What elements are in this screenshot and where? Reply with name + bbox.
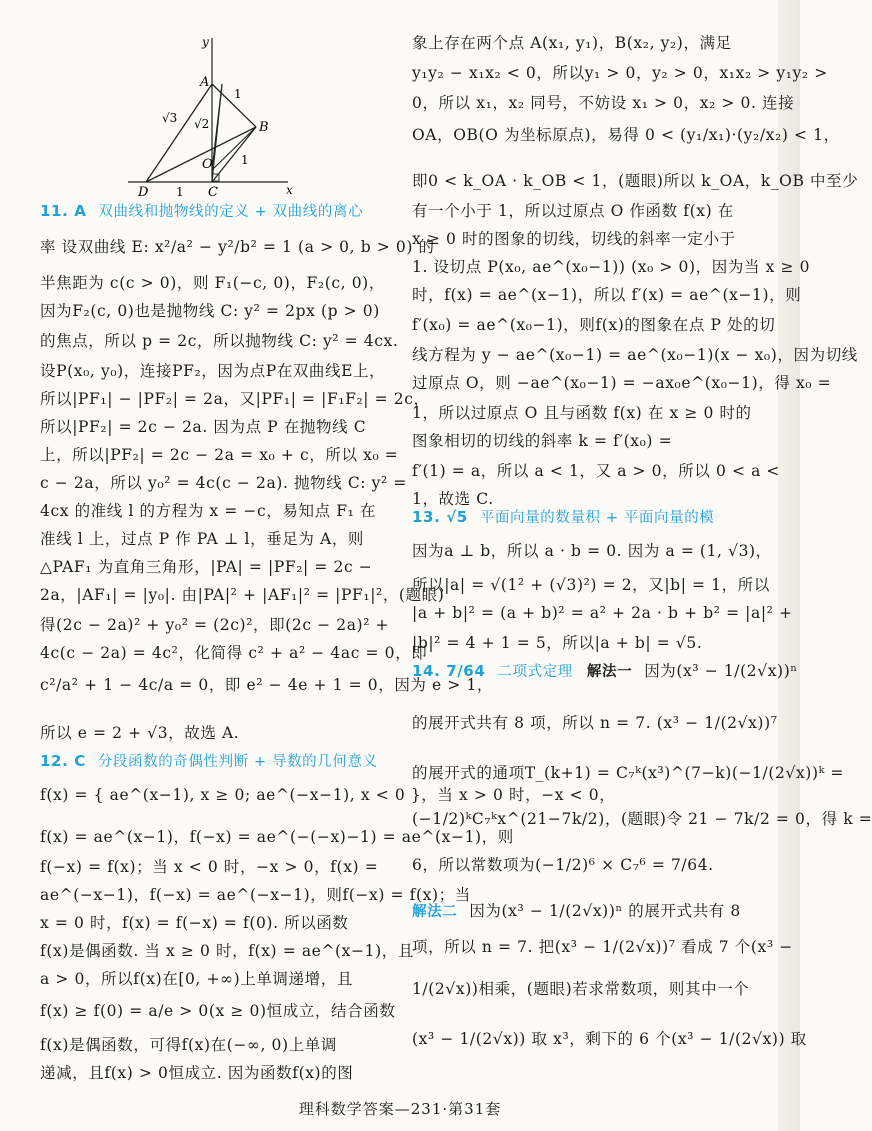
line-text: 率 设双曲线 E: x²/a² − y²/b² = 1 (a > 0, b > 0) 的 bbox=[40, 238, 435, 256]
label-sqrt3: √3 bbox=[162, 111, 178, 125]
question-topic: 双曲线和抛物线的定义 + 双曲线的离心 bbox=[98, 204, 364, 220]
left-line-3 bbox=[40, 300, 380, 322]
left-line-0 bbox=[40, 200, 363, 223]
right-line-4 bbox=[412, 170, 858, 192]
label-sqrt2: √2 bbox=[194, 117, 210, 131]
line-text: 因为(x³ − 1/(2√x))ⁿ bbox=[644, 662, 798, 680]
segment-OB bbox=[212, 127, 256, 170]
line-text: f′(1) = a，所以 a < 1，又 a > 0，所以 0 < a < bbox=[412, 462, 781, 480]
label-C: C bbox=[208, 185, 218, 200]
right-line-12 bbox=[412, 402, 752, 424]
question-number: 解法二 bbox=[412, 904, 458, 920]
line-text: f(x) = { ae^(x−1), x ≥ 0; ae^(−x−1), x < 0 }，当 x > 0 时，−x < 0， bbox=[40, 786, 616, 804]
page-footer: 理科数学答案—231·第31套 bbox=[298, 1100, 502, 1118]
line-text: 因为a ⊥ b，所以 a · b = 0. 因为 a = (1, √3)， bbox=[412, 542, 772, 560]
question-number: 12. C bbox=[40, 752, 86, 770]
left-line-13 bbox=[40, 584, 444, 606]
line-text: 1. 设切点 P(x₀, ae^(x₀−1)) (x₀ > 0)，因为当 x ≥ 0 bbox=[412, 258, 811, 276]
line-text: 所以|PF₁| − |PF₂| = 2a，又|PF₁| = |F₁F₂| = 2c， bbox=[40, 390, 430, 408]
right-line-29 bbox=[412, 1028, 807, 1050]
line-text: 0，所以 x₁，x₂ 同号，不妨设 x₁ > 0，x₂ > 0. 连接 bbox=[412, 94, 795, 112]
line-text: 的展开式共有 8 项，所以 n = 7. (x³ − 1/(2√x))⁷ bbox=[412, 714, 778, 732]
left-line-17 bbox=[40, 722, 239, 744]
line-text: y₁y₂ − x₁x₂ < 0，所以y₁ > 0，y₂ > 0，x₁x₂ > y₁y₂ > bbox=[412, 64, 828, 82]
left-line-26 bbox=[40, 1000, 395, 1022]
line-text: 半焦距为 c(c > 0)，则 F₁(−c, 0)，F₂(c, 0)， bbox=[40, 274, 385, 292]
line-text: 线方程为 y − ae^(x₀−1) = ae^(x₀−1)(x − x₀)，因为切线 bbox=[412, 346, 858, 364]
right-line-7 bbox=[412, 256, 810, 278]
right-line-9 bbox=[412, 314, 775, 336]
left-line-25 bbox=[40, 968, 353, 990]
line-text: 1，所以过原点 O 且与函数 f(x) 在 x ≥ 0 时的 bbox=[412, 404, 752, 422]
question-topic: 二项式定理 bbox=[497, 664, 573, 680]
right-line-26 bbox=[412, 900, 741, 923]
left-line-18 bbox=[40, 750, 378, 773]
right-line-19 bbox=[412, 602, 793, 624]
label-O: O bbox=[202, 157, 213, 172]
right-line-22 bbox=[412, 712, 778, 734]
line-text: a > 0，所以f(x)在[0, +∞)上单调递增，且 bbox=[40, 970, 353, 988]
right-line-23 bbox=[412, 762, 844, 784]
label-one-bottom: 1 bbox=[176, 185, 184, 199]
question-topic: 分段函数的奇偶性判断 + 导数的几何意义 bbox=[97, 754, 378, 770]
left-line-7 bbox=[40, 416, 366, 438]
line-text: △PAF₁ 为直角三角形，|PA| = |PF₂| = 2c − bbox=[40, 558, 373, 576]
right-line-17 bbox=[412, 540, 772, 562]
right-line-13 bbox=[412, 430, 672, 452]
line-text: 所以|PF₂| = 2c − 2a. 因为点 P 在抛物线 C bbox=[40, 418, 367, 436]
line-text: ae^(−x−1)，f(−x) = ae^(−x−1)，则f(−x) = f(x)；当 bbox=[40, 886, 471, 904]
left-line-28 bbox=[40, 1062, 353, 1084]
right-line-27 bbox=[412, 936, 793, 958]
line-text: f(x) = ae^(x−1)，f(−x) = ae^(−(−x)−1) = ae^(x−1)，则 bbox=[40, 828, 514, 846]
right-line-2 bbox=[412, 92, 794, 114]
left-line-27 bbox=[40, 1034, 337, 1056]
left-line-2 bbox=[40, 272, 385, 294]
right-line-10 bbox=[412, 344, 858, 366]
line-text: 上，所以|PF₂| = 2c − 2a = x₀ + c，所以 x₀ = bbox=[40, 446, 399, 464]
question-number: 14. 7/64 bbox=[412, 662, 486, 680]
line-text: f(x)是偶函数. 当 x ≥ 0 时，f(x) = ae^(x−1)，且 bbox=[40, 942, 414, 960]
line-text: f(−x) = f(x)；当 x < 0 时，−x > 0，f(x) = bbox=[40, 858, 379, 876]
line-text: 时，f(x) = ae^(x−1)，所以 f′(x) = ae^(x−1)，则 bbox=[412, 286, 802, 304]
segment-AO bbox=[212, 84, 222, 170]
label-y: y bbox=[202, 35, 209, 49]
right-line-0 bbox=[412, 32, 732, 54]
left-line-14 bbox=[40, 614, 389, 636]
line-text: f(x)是偶函数，可得f(x)在(−∞, 0)上单调 bbox=[40, 1036, 337, 1054]
right-line-14 bbox=[412, 460, 780, 482]
line-text: f(x) ≥ f(0) = a/e > 0(x ≥ 0)恒成立，结合函数 bbox=[40, 1002, 396, 1020]
line-text: OA，OB(O 为坐标原点)，易得 0 < (y₁/x₁)·(y₂/x₂) < 1， bbox=[412, 126, 840, 144]
left-line-4 bbox=[40, 330, 398, 352]
line-text: x = 0 时，f(x) = f(−x) = f(0). 所以函数 bbox=[40, 914, 349, 932]
left-line-12 bbox=[40, 556, 372, 578]
left-line-5 bbox=[40, 360, 385, 382]
line-text: 1/(2√x))相乘，(题眼)若求常数项，则其中一个 bbox=[412, 980, 750, 998]
label-D: D bbox=[138, 185, 149, 200]
left-line-8 bbox=[40, 444, 398, 466]
line-text: 的焦点，所以 p = 2c，所以抛物线 C: y² = 4cx. bbox=[40, 332, 399, 350]
line-text: 因为(x³ − 1/(2√x))ⁿ 的展开式共有 8 bbox=[469, 902, 741, 920]
line-text: c − 2a，所以 y₀² = 4c(c − 2a). 抛物线 C: y² = bbox=[40, 474, 407, 492]
line-text: (x³ − 1/(2√x)) 取 x³，剩下的 6 个(x³ − 1/(2√x)) 取 bbox=[412, 1030, 807, 1048]
right-line-5 bbox=[412, 200, 734, 222]
left-line-9 bbox=[40, 472, 407, 494]
line-text: 得(2c − 2a)² + y₀² = (2c)²，即(2c − 2a)² + bbox=[40, 616, 390, 634]
left-line-21 bbox=[40, 856, 378, 878]
right-line-1 bbox=[412, 62, 828, 84]
label-B: B bbox=[259, 120, 269, 135]
left-line-22 bbox=[40, 884, 471, 906]
label-one-top: 1 bbox=[234, 87, 242, 101]
left-line-24 bbox=[40, 940, 414, 962]
line-text: 所以 e = 2 + √3，故选 A. bbox=[40, 724, 240, 742]
label-one-right: 1 bbox=[241, 153, 249, 167]
question-number: 11. A bbox=[40, 202, 87, 220]
right-line-28 bbox=[412, 978, 749, 1000]
left-line-1 bbox=[40, 236, 435, 258]
line-text: 2a，|AF₁| = |y₀|. 由|PA|² + |AF₁|² = |PF₁|²，(题眼) bbox=[40, 586, 445, 604]
right-line-21 bbox=[412, 660, 798, 683]
line-text: 有一个小于 1，所以过原点 O 作函数 f(x) 在 bbox=[412, 202, 734, 220]
left-line-11 bbox=[40, 528, 364, 550]
line-text: |a + b|² = (a + b)² = a² + 2a · b + b² = |a|² + bbox=[412, 604, 793, 622]
line-text: 设P(x₀, y₀)，连接PF₂，因为点P在双曲线E上， bbox=[40, 362, 386, 380]
line-text: x ≥ 0 时的图象的切线，切线的斜率一定小于 bbox=[412, 230, 736, 248]
geometry-figure bbox=[128, 32, 308, 200]
right-line-18 bbox=[412, 574, 770, 596]
line-text: 因为F₂(c, 0)也是抛物线 C: y² = 2px (p > 0) bbox=[40, 302, 380, 320]
right-line-6 bbox=[412, 228, 736, 250]
solution-method: 解法一 bbox=[586, 664, 633, 680]
line-text: 所以|a| = √(1² + (√3)²) = 2，又|b| = 1，所以 bbox=[412, 576, 770, 594]
label-x: x bbox=[286, 183, 293, 197]
line-text: 项，所以 n = 7. 把(x³ − 1/(2√x))⁷ 看成 7 个(x³ − bbox=[412, 938, 793, 956]
left-line-15 bbox=[40, 642, 427, 664]
line-text: 1，故选 C. bbox=[412, 490, 494, 508]
line-text: c²/a² + 1 − 4c/a = 0，即 e² − 4e + 1 = 0，因为 e > 1， bbox=[40, 676, 494, 694]
right-line-20 bbox=[412, 632, 702, 654]
line-text: 即0 < k_OA · k_OB < 1，(题眼)所以 k_OA，k_OB 中至少 bbox=[412, 172, 859, 190]
label-A: A bbox=[200, 75, 210, 90]
left-line-10 bbox=[40, 500, 376, 522]
line-text: 4c(c − 2a) = 4c²，化简得 c² + a² − 4ac = 0，即 bbox=[40, 644, 428, 662]
line-text: 图象相切的切线的斜率 k = f′(x₀) = bbox=[412, 432, 673, 450]
right-line-11 bbox=[412, 372, 831, 394]
line-text: 准线 l 上，过点 P 作 PA ⊥ l，垂足为 A，则 bbox=[40, 530, 365, 548]
left-line-19 bbox=[40, 784, 615, 806]
line-text: 4cx 的准线 l 的方程为 x = −c，易知点 F₁ 在 bbox=[40, 502, 377, 520]
line-text: 递减，且f(x) > 0恒成立. 因为函数f(x)的图 bbox=[40, 1064, 354, 1082]
line-text: 6，所以常数项为(−1/2)⁶ × C₇⁶ = 7/64. bbox=[412, 856, 714, 874]
segment-DB bbox=[146, 127, 256, 182]
right-line-24 bbox=[412, 808, 872, 830]
question-topic: 平面向量的数量积 + 平面向量的模 bbox=[479, 510, 715, 526]
line-text: 过原点 O，则 −ae^(x₀−1) = −ax₀e^(x₀−1)，得 x₀ = bbox=[412, 374, 832, 392]
left-line-23 bbox=[40, 912, 349, 934]
left-line-6 bbox=[40, 388, 430, 410]
line-text: (−1/2)ᵏC₇ᵏx^(21−7k/2)，(题眼)令 21 − 7k/2 = 0，得 k = bbox=[412, 810, 872, 828]
question-number: 13. √5 bbox=[412, 508, 468, 526]
right-line-8 bbox=[412, 284, 801, 306]
right-line-16 bbox=[412, 506, 714, 529]
line-text: |b|² = 4 + 1 = 5，所以|a + b| = √5. bbox=[412, 634, 703, 652]
right-line-3 bbox=[412, 124, 840, 146]
line-text: 象上存在两个点 A(x₁, y₁)，B(x₂, y₂)，满足 bbox=[412, 34, 732, 52]
line-text: 的展开式的通项T_(k+1) = C₇ᵏ(x³)^(7−k)(−1/(2√x))ᵏ = bbox=[412, 764, 844, 782]
line-text: f′(x₀) = ae^(x₀−1)，则f(x)的图象在点 P 处的切 bbox=[412, 316, 776, 334]
right-line-25 bbox=[412, 854, 714, 876]
